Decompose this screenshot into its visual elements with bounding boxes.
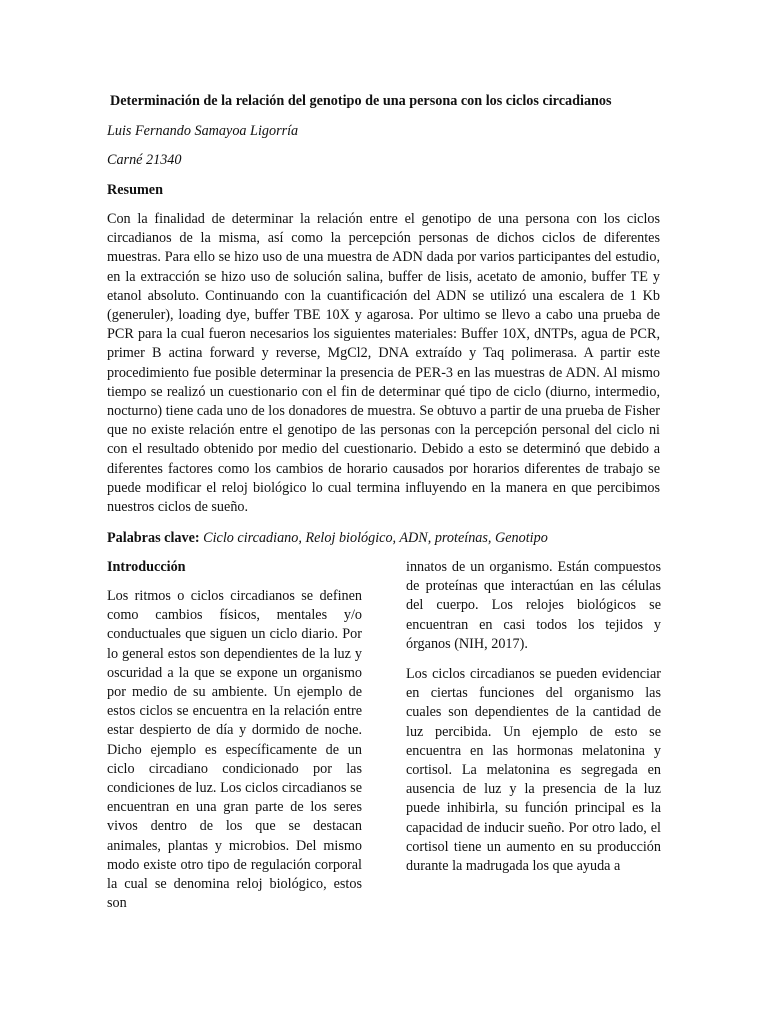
intro-paragraph-1: Los ritmos o ciclos circadianos se definen como cambios físicos, mentales y/o conductuales que siguen un ciclo diario. Por lo general estos son dependientes de la luz y oscuridad a la que se expone un organismo por medio de su ambiente. Un ejemplo de estos ciclos se encuentra en la relación entre estar despierto de día y dormido de noche. Dicho ejemplo es específicamente de un ciclo circadiano condicionado por las condiciones de luz. Los ciclos circadianos se encuentran en una gran parte de los seres vivos dentro de los que se destacan animales, plantas y microbios. Del mismo modo existe otro tipo de regulación corporal la cual se denomina reloj biológico, estos son [107,588,362,912]
abstract-heading: Resumen [107,182,163,198]
keywords-line [107,529,660,547]
keywords-list: Ciclo circadiano, Reloj biológico, ADN, proteínas, Genotipo [203,530,548,546]
intro-paragraph-3: Los ciclos circadianos se pueden evidenciar en ciertas funciones del organismo las cuales son dependientes de la cantidad de luz percibida. Un ejemplo de esto se encuentra en las hormonas melatonina y cortisol. La melatonina es segregada en ausencia de luz y la presencia de la luz puede inhibirla, su función principal es la capacidad de inducir sueño. Por otro lado, el cortisol tiene un aumento en su producción durante la madrugada los que ayuda a [406,666,661,875]
paper-title: Determinación de la relación del genotipo de una persona con los ciclos circadianos [110,93,612,109]
left-column [107,558,362,913]
intro-heading: Introducción [107,559,186,575]
intro-paragraph-2: innatos de un organismo. Están compuestos de proteínas que interactúan en las células del cuerpo. Los relojes biológicos se encuentran en casi todos los tejidos y órganos (NIH, 2017). [406,559,661,652]
author-name: Luis Fernando Samayoa Ligorría [107,123,299,139]
right-column [406,558,661,876]
student-id: Carné 21340 [107,152,182,168]
abstract-text: Con la finalidad de determinar la relación entre el genotipo de una persona con los ciclos circadianos de la misma, así como la percepción personas de dichos ciclos de diferentes muestras. Para ello se hizo uso de una muestra de ADN dada por varios participantes del estudio, en la extracción se hizo uso de solución salina, buffer de lisis, acetato de amonio, buffer TE y etanol absoluto. Continuando con la cuantificación del ADN se utilizó una escalera de 1 Kb (generuler), loading dye, buffer TBE 10X y agarosa. Por ultimo se llevo a cabo una prueba de PCR para la cual fueron necesarios los siguientes materiales: Buffer 10X, dNTPs, agua de PCR, primer B actina forward y reverse, MgCl2, DNA extraído y Taq polimerasa. A partir este procedimiento fue posible determinar la presencia de PER-3 en las muestras de ADN. Al mismo tiempo se realizó un cuestionario con el fin de determinar qué tipo de ciclo (diurno, intermedio, nocturno) tiene cada uno de los donadores de muestra. Se obtuvo a partir de una prueba de Fisher que no existe relación entre el genotipo de las personas con la percepción personal del ciclo ni con el resultado obtenido por medio del cuestionario. Debido a esto se determinó que debido a diferentes factores como los cambios de horario causados por horarios diferentes de trabajo se puede modificar el reloj biológico lo cual termina influyendo en la manera en que percibimos nuestros ciclos de sueño. [107,211,660,516]
keywords-label: Palabras clave: [107,530,200,546]
